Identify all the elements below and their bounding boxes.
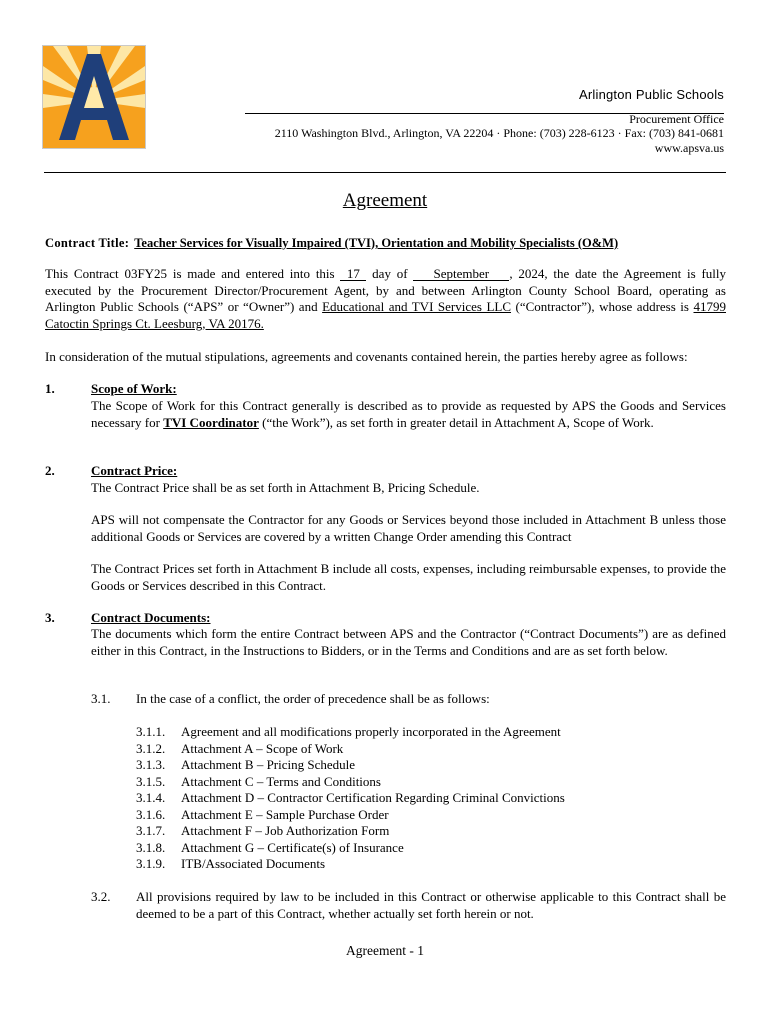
list-item-number: 3.1.2.	[136, 740, 166, 756]
page-divider	[44, 172, 726, 173]
section-1-number: 1.	[45, 381, 55, 396]
section-2-paragraph-3: The Contract Prices set forth in Attachment B include all costs, expenses, including reimbursable expenses, to provide the Goods or Services described in this Contract.	[91, 561, 726, 593]
section-3-number: 3.	[45, 610, 55, 625]
list-item-number: 3.1.8.	[136, 839, 166, 855]
contractor-name: Educational and TVI Services LLC	[322, 299, 512, 314]
list-item: Attachment A – Scope of Work	[181, 740, 344, 756]
office-name: Procurement Office	[629, 112, 724, 126]
list-item-number: 3.1.4.	[136, 790, 166, 805]
consideration-paragraph: In consideration of the mutual stipulations, agreements and covenants contained herein, the parties hereby agree as follows:	[45, 349, 688, 364]
aps-logo-graphic	[43, 46, 145, 148]
list-item-number: 3.1.7.	[136, 823, 166, 838]
subsection-3-1-number: 3.1.	[91, 691, 111, 706]
month-field: September	[413, 267, 509, 281]
page-footer: Agreement - 1	[346, 943, 424, 958]
list-item-number: 3.1.6.	[136, 806, 166, 822]
contract-title	[45, 235, 618, 252]
list-item: Attachment F – Job Authorization Form	[181, 823, 390, 838]
intro-text-1: This Contract 03FY25 is made and entered into this	[45, 266, 341, 281]
subsection-3-1-text: In the case of a conflict, the order of precedence shall be as follows:	[136, 691, 490, 706]
intro-text-4: (“Contractor”), whose address is	[511, 299, 694, 314]
list-item: Attachment C – Terms and Conditions	[181, 773, 381, 789]
list-item: Attachment D – Contractor Certification Regarding Criminal Convictions	[181, 790, 565, 805]
list-item: Attachment G – Certificate(s) of Insurance	[181, 839, 404, 855]
section-2-paragraph-1: The Contract Price shall be as set forth in Attachment B, Pricing Schedule.	[91, 480, 480, 495]
contractor-address: 41799 Catoctin Springs Ct. Leesburg, VA 20176.	[45, 299, 726, 331]
service-name: TVI Coordinator	[163, 414, 259, 430]
list-item-number: 3.1.5.	[136, 773, 166, 789]
section-2-number: 2.	[45, 463, 55, 478]
intro-text-2: day of	[366, 266, 414, 281]
aps-logo	[42, 45, 146, 149]
contract-title-value: Teacher Services for Visually Impaired (TVI), Orientation and Mobility Specialists (O&M)	[134, 236, 619, 250]
section-1-text-a: The Scope of Work for this Contract generally is described as to provide as requested by APS the Goods and Services necessary for	[91, 398, 726, 430]
list-item: ITB/Associated Documents	[181, 856, 326, 871]
list-item-number: 3.1.9.	[136, 856, 166, 871]
list-item-number: 3.1.1.	[136, 724, 166, 739]
website-link[interactable]: www.apsva.us	[654, 141, 724, 155]
section-1-text-b: (“the Work”), as set forth in greater detail in Attachment A, Scope of Work.	[258, 414, 654, 430]
section-1-body	[91, 398, 726, 431]
intro-paragraph	[45, 266, 726, 332]
list-item-number: 3.1.3.	[136, 757, 166, 772]
section-3-heading: Contract Documents:	[91, 610, 211, 625]
org-name: Arlington Public Schools	[579, 87, 724, 102]
section-2-heading: Contract Price:	[91, 463, 178, 478]
section-3-paragraph-1: The documents which form the entire Contract between APS and the Contractor (“Contract Documents”) are as defined either in this Contract, in the Instructions to Bidders, or in the Terms and Conditions and are as set forth below.	[91, 626, 726, 658]
list-item: Attachment B – Pricing Schedule	[181, 757, 356, 772]
day-field: 17	[340, 267, 366, 281]
contract-title-label: Contract Title:	[45, 236, 130, 250]
office-address: 2110 Washington Blvd., Arlington, VA 22204 · Phone: (703) 228-6123 · Fax: (703) 841-0681	[274, 126, 724, 140]
subsection-3-2-text: All provisions required by law to be included in this Contract or otherwise applicable to this Contract shall be deemed to be a part of this Contract, whether actually set forth herein or not.	[136, 889, 726, 921]
section-2-paragraph-2: APS will not compensate the Contractor for any Goods or Services beyond those included in Attachment B unless those additional Goods or Services are covered by a written Change Order amending this Contract	[91, 512, 726, 544]
section-1-heading: Scope of Work:	[91, 381, 177, 396]
subsection-3-2-number: 3.2.	[91, 889, 111, 904]
list-item: Attachment E – Sample Purchase Order	[181, 806, 389, 822]
list-item: Agreement and all modifications properly incorporated in the Agreement	[181, 724, 561, 739]
page-title: Agreement	[342, 190, 428, 211]
intro-text-3: , 2024, the date the Agreement is fully executed by the Procurement Director/Procurement Agent, by and between Arlington County School Board, operating as Arlington Public Schools (“APS” or “Owner”) and	[45, 266, 726, 314]
